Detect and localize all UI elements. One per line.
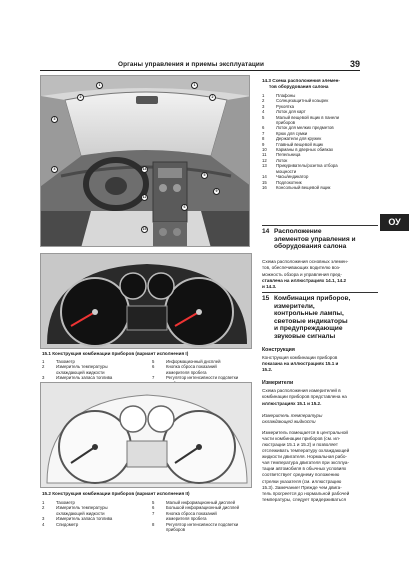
callout-15: 15	[142, 227, 147, 231]
construction-heading: Конструкция	[262, 346, 295, 353]
text-line: 15.3). Замечание! Прежде чем двига-	[262, 484, 342, 490]
legend-number: 7	[152, 375, 155, 381]
legend-number: 2	[262, 98, 265, 104]
callout-12: 12	[142, 195, 147, 199]
text-line: чая температура двигателя при эксплуа-	[262, 460, 350, 466]
fig-15-2-legend-col1	[42, 500, 142, 527]
legend-text: Измеритель запаса топлива	[56, 375, 113, 381]
legend-number: 7	[152, 510, 155, 516]
legend-text: Измеритель температуры	[56, 505, 108, 511]
fig-15-1-caption: 15.1 Конструкция комбинации приборов (вариант исполнения I)	[42, 351, 189, 356]
legend-number: 3	[42, 516, 45, 522]
legend-text: Тахометр	[56, 500, 75, 505]
legend-text: охлаждающей жидкости	[56, 369, 105, 375]
legend-item	[152, 527, 252, 532]
text-line: температуры, следует придерживаться	[262, 496, 346, 502]
temp-gauge-text	[262, 430, 378, 503]
legend-text: Пепельница	[276, 152, 301, 158]
legend-text: мощности	[276, 168, 297, 174]
legend-text: Лоток	[276, 157, 288, 163]
chapter-title: Органы управления и приемы эксплуатации	[118, 61, 264, 68]
section-15-heading: 15 Комбинация приборов, измерители, контрольные лампы, световые индикаторы и предупреждающие звуковые сигналы	[262, 295, 351, 340]
legend-list	[262, 93, 380, 190]
section-14-heading: 14 Расположение элементов управления и оборудования салона	[262, 228, 356, 251]
legend-text: Часы/индикатор	[276, 174, 309, 180]
legend-number: 6	[152, 364, 155, 370]
legend-text: Плафоны	[276, 93, 296, 98]
callout-9: 9	[213, 188, 220, 195]
legend-number: 2	[42, 505, 45, 511]
instrument-cluster-1	[41, 254, 252, 349]
legend-text: Карманы в дверных обивках	[276, 147, 334, 153]
legend-text: Тахометр	[56, 359, 75, 364]
fig-14-3-caption: 14.3 Схема расположения элемен- тов оборудования салона	[262, 78, 340, 89]
section-divider	[262, 225, 378, 226]
legend-text: Лоток для карт	[276, 109, 306, 115]
callout-14: 14	[142, 167, 147, 171]
legend-number: 5	[152, 500, 155, 505]
legend-text: Кнопка сброса показаний	[166, 364, 217, 370]
text-line: люстрации 15.1 и 15.2) и позволяет	[262, 442, 338, 447]
temp-gauge-heading: Измеритель температуры охлаждающей жидкости	[262, 413, 323, 425]
legend-text: Регулятор интенсивности подсветки	[166, 521, 239, 527]
legend-text: Большой информационный дисплей	[166, 505, 240, 511]
legend-number: 2	[42, 364, 45, 370]
legend-text: Регулятор интенсивности подсветки	[166, 375, 239, 381]
section-14	[262, 228, 378, 291]
callout-4: 4	[51, 166, 58, 173]
legend-text: Рукоятка	[276, 103, 294, 109]
fig-14-3-legend	[262, 78, 380, 190]
legend-number: 14	[262, 174, 267, 180]
legend-number: 1	[42, 359, 45, 364]
legend-number: 16	[262, 184, 267, 190]
legend-number: 4	[42, 521, 45, 527]
legend-number: 7	[262, 130, 265, 136]
legend-item	[262, 185, 380, 190]
construction-text: Конструкция комбинации приборов показана на иллюстрациях 15.1 и 15.2.	[262, 354, 339, 373]
meters-text: Схема расположения измерителей в комбинации приборов представлена на иллюстрациях 15.1 и 15.2.	[262, 387, 347, 406]
text-line: тации автомобиля в обычных условиях	[262, 466, 347, 472]
legend-number: 5	[152, 359, 155, 364]
legend-number: 5	[262, 114, 265, 120]
car-interior-illustration	[41, 76, 250, 247]
section-14-text: Схема расположения основных элемен- тов, обеспечивающих водителю воз- можность обзора и управления пред- ставлена на иллюстрациях 14.1, 14.2 и 14.3.	[262, 258, 349, 290]
legend-text: измерителя пробега	[166, 369, 207, 375]
legend-text: Солнцезащитный козырек	[276, 98, 329, 104]
legend-number: 6	[262, 125, 265, 131]
callout-2: 2	[209, 94, 216, 101]
legend-text: Консольный вещевой ящик	[276, 184, 331, 190]
text-line: тель прогреется до нормальной рабочей	[262, 490, 350, 496]
section-tab: ОУ	[380, 214, 409, 231]
legend-number: 15	[262, 179, 267, 185]
legend-item	[42, 522, 142, 527]
legend-text: приборов	[276, 120, 296, 126]
legend-text: Информационный дисплей	[166, 359, 221, 364]
legend-text: измерителя пробега	[166, 516, 207, 522]
section-15	[262, 295, 378, 503]
legend-number: 12	[262, 157, 267, 163]
legend-text: Главный вещевой ящик	[276, 141, 324, 147]
legend-text: Измеритель температуры	[56, 364, 108, 370]
callout-2: 2	[77, 94, 84, 101]
legend-number: 13	[262, 163, 267, 169]
callout-5: 5	[201, 172, 208, 179]
text-line: Измеритель помещается в центральной	[262, 429, 348, 435]
text-line: соответствует среднему положению	[262, 472, 340, 478]
legend-text: Лоток для мелких предметов	[276, 125, 334, 131]
legend-text: Спидометр	[56, 521, 79, 527]
page-number: 39	[349, 59, 360, 69]
legend-number: 4	[262, 109, 265, 115]
text-line: жидкости двигателя. Нормальная рабо-	[262, 454, 347, 460]
text-line: стрелки указателя (см. иллюстрацию	[262, 478, 342, 484]
legend-text: Держатели для кружек	[276, 136, 322, 142]
legend-text: Малый вещевой ящик в панели	[276, 114, 339, 120]
callout-1: 1	[96, 82, 103, 89]
legend-number: 1	[42, 500, 45, 505]
legend-number	[152, 527, 166, 532]
legend-text: Кнопка сброса показаний	[166, 510, 217, 516]
legend-text: Крюк для сумки	[276, 130, 308, 136]
interior-photo	[40, 75, 250, 247]
legend-number: 11	[262, 152, 267, 158]
section-divider	[262, 292, 378, 293]
fig-15-2-caption: 15.2 Конструкция комбинации приборов (вариант исполнения II)	[42, 491, 190, 496]
legend-number: 8	[152, 521, 155, 527]
running-header	[40, 61, 360, 71]
callout-3: 3	[51, 116, 58, 123]
legend-number: 1	[262, 93, 265, 98]
cluster-photo-2	[40, 382, 252, 488]
cluster-photo-1	[40, 253, 252, 349]
legend-text: Малый информационный дисплей	[166, 500, 235, 505]
legend-text: охлаждающей жидкости	[56, 510, 105, 516]
legend-text: Измеритель запаса топлива	[56, 516, 113, 522]
legend-number: 6	[152, 505, 155, 511]
text-line: отслеживать температуру охлаждающей	[262, 448, 350, 454]
callout-6: 6	[181, 204, 188, 211]
legend-number: 10	[262, 147, 267, 153]
fig-15-2-legend-col2	[152, 500, 252, 532]
text-line: части комбинации приборов (см. ил-	[262, 435, 341, 441]
legend-number: 9	[262, 141, 265, 147]
legend-number: 3	[262, 103, 265, 109]
meters-heading: Измерители	[262, 379, 294, 386]
legend-text: приборов	[166, 527, 186, 533]
callout-1: 1	[191, 82, 198, 89]
legend-number: 3	[42, 375, 45, 381]
legend-number: 8	[262, 136, 265, 142]
legend-text: Подлокотник	[276, 179, 302, 185]
instrument-cluster-2	[41, 383, 252, 488]
legend-text: Прикуриватель/розетка отбора	[276, 163, 338, 169]
